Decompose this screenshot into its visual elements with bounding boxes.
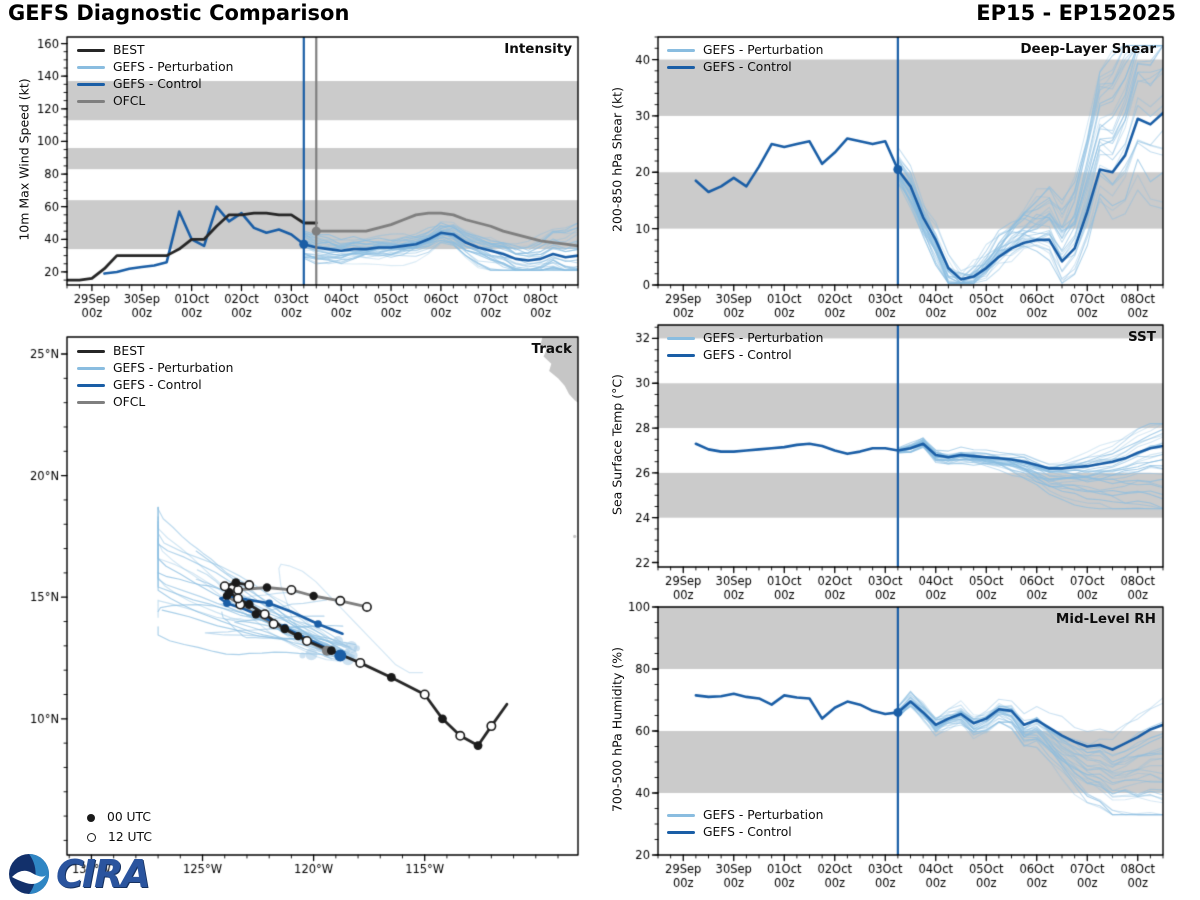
panel-title-shear: Deep-Layer Shear [1020,41,1156,57]
legend-line-control [667,354,695,358]
legend-line-pert [667,337,695,341]
axis-label-rh: 700-500 hPa Humidity (%) [609,647,625,813]
filled-circle-icon [87,814,95,822]
axis-label-intensity: 10m Max Wind Speed (kt) [16,78,32,241]
legend-item-ofcl: OFCL [77,395,233,410]
legend-item-best: BEST [77,344,233,359]
legend-line-ofcl [77,401,105,405]
noaa-logo [8,853,50,895]
legend-intensity [77,43,233,109]
legend-line-pert [77,66,105,70]
legend-line-pert [77,367,105,371]
legend-shear [667,43,823,75]
legend-line-pert [667,49,695,53]
axis-label-shear: 200-850 hPa Shear (kt) [609,87,625,232]
cira-logo: CIRA [56,852,149,896]
open-circle-icon [87,833,96,842]
legend-item-pert: GEFS - Perturbation [667,331,823,346]
legend-item-pert: GEFS - Perturbation [77,361,233,376]
legend-line-best [77,350,105,354]
legend-utc [84,810,152,845]
storm-id: EP15 - EP152025 [976,1,1176,25]
legend-line-control [77,83,105,87]
legend-line-best [77,49,105,53]
legend-item-00utc: 00 UTC [84,810,152,825]
legend-track [77,344,233,410]
legend-item-control: GEFS - Control [667,825,823,840]
footer-logos [8,853,149,895]
legend-item-control: GEFS - Control [667,348,823,363]
panel-title-sst: SST [1127,329,1156,345]
legend-line-control [667,831,695,835]
legend-item-control: GEFS - Control [77,77,233,92]
axis-label-sst: Sea Surface Temp (°C) [609,374,625,515]
legend-line-ofcl [77,100,105,104]
legend-item-control: GEFS - Control [77,378,233,393]
legend-line-control [667,66,695,70]
legend-rh [667,808,823,840]
legend-item-pert: GEFS - Perturbation [667,808,823,823]
panel-title-intensity: Intensity [504,41,572,57]
legend-sst [667,331,823,363]
legend-item-pert: GEFS - Perturbation [667,43,823,58]
panel-title-track: Track [531,341,572,357]
legend-item-best: BEST [77,43,233,58]
legend-line-pert [667,814,695,818]
legend-line-control [77,384,105,388]
legend-item-pert: GEFS - Perturbation [77,60,233,75]
panel-title-rh: Mid-Level RH [1055,611,1156,627]
legend-item-ofcl: OFCL [77,94,233,109]
legend-item-12utc: 12 UTC [84,830,152,845]
legend-item-control: GEFS - Control [667,60,823,75]
page-title: GEFS Diagnostic Comparison [8,1,350,25]
